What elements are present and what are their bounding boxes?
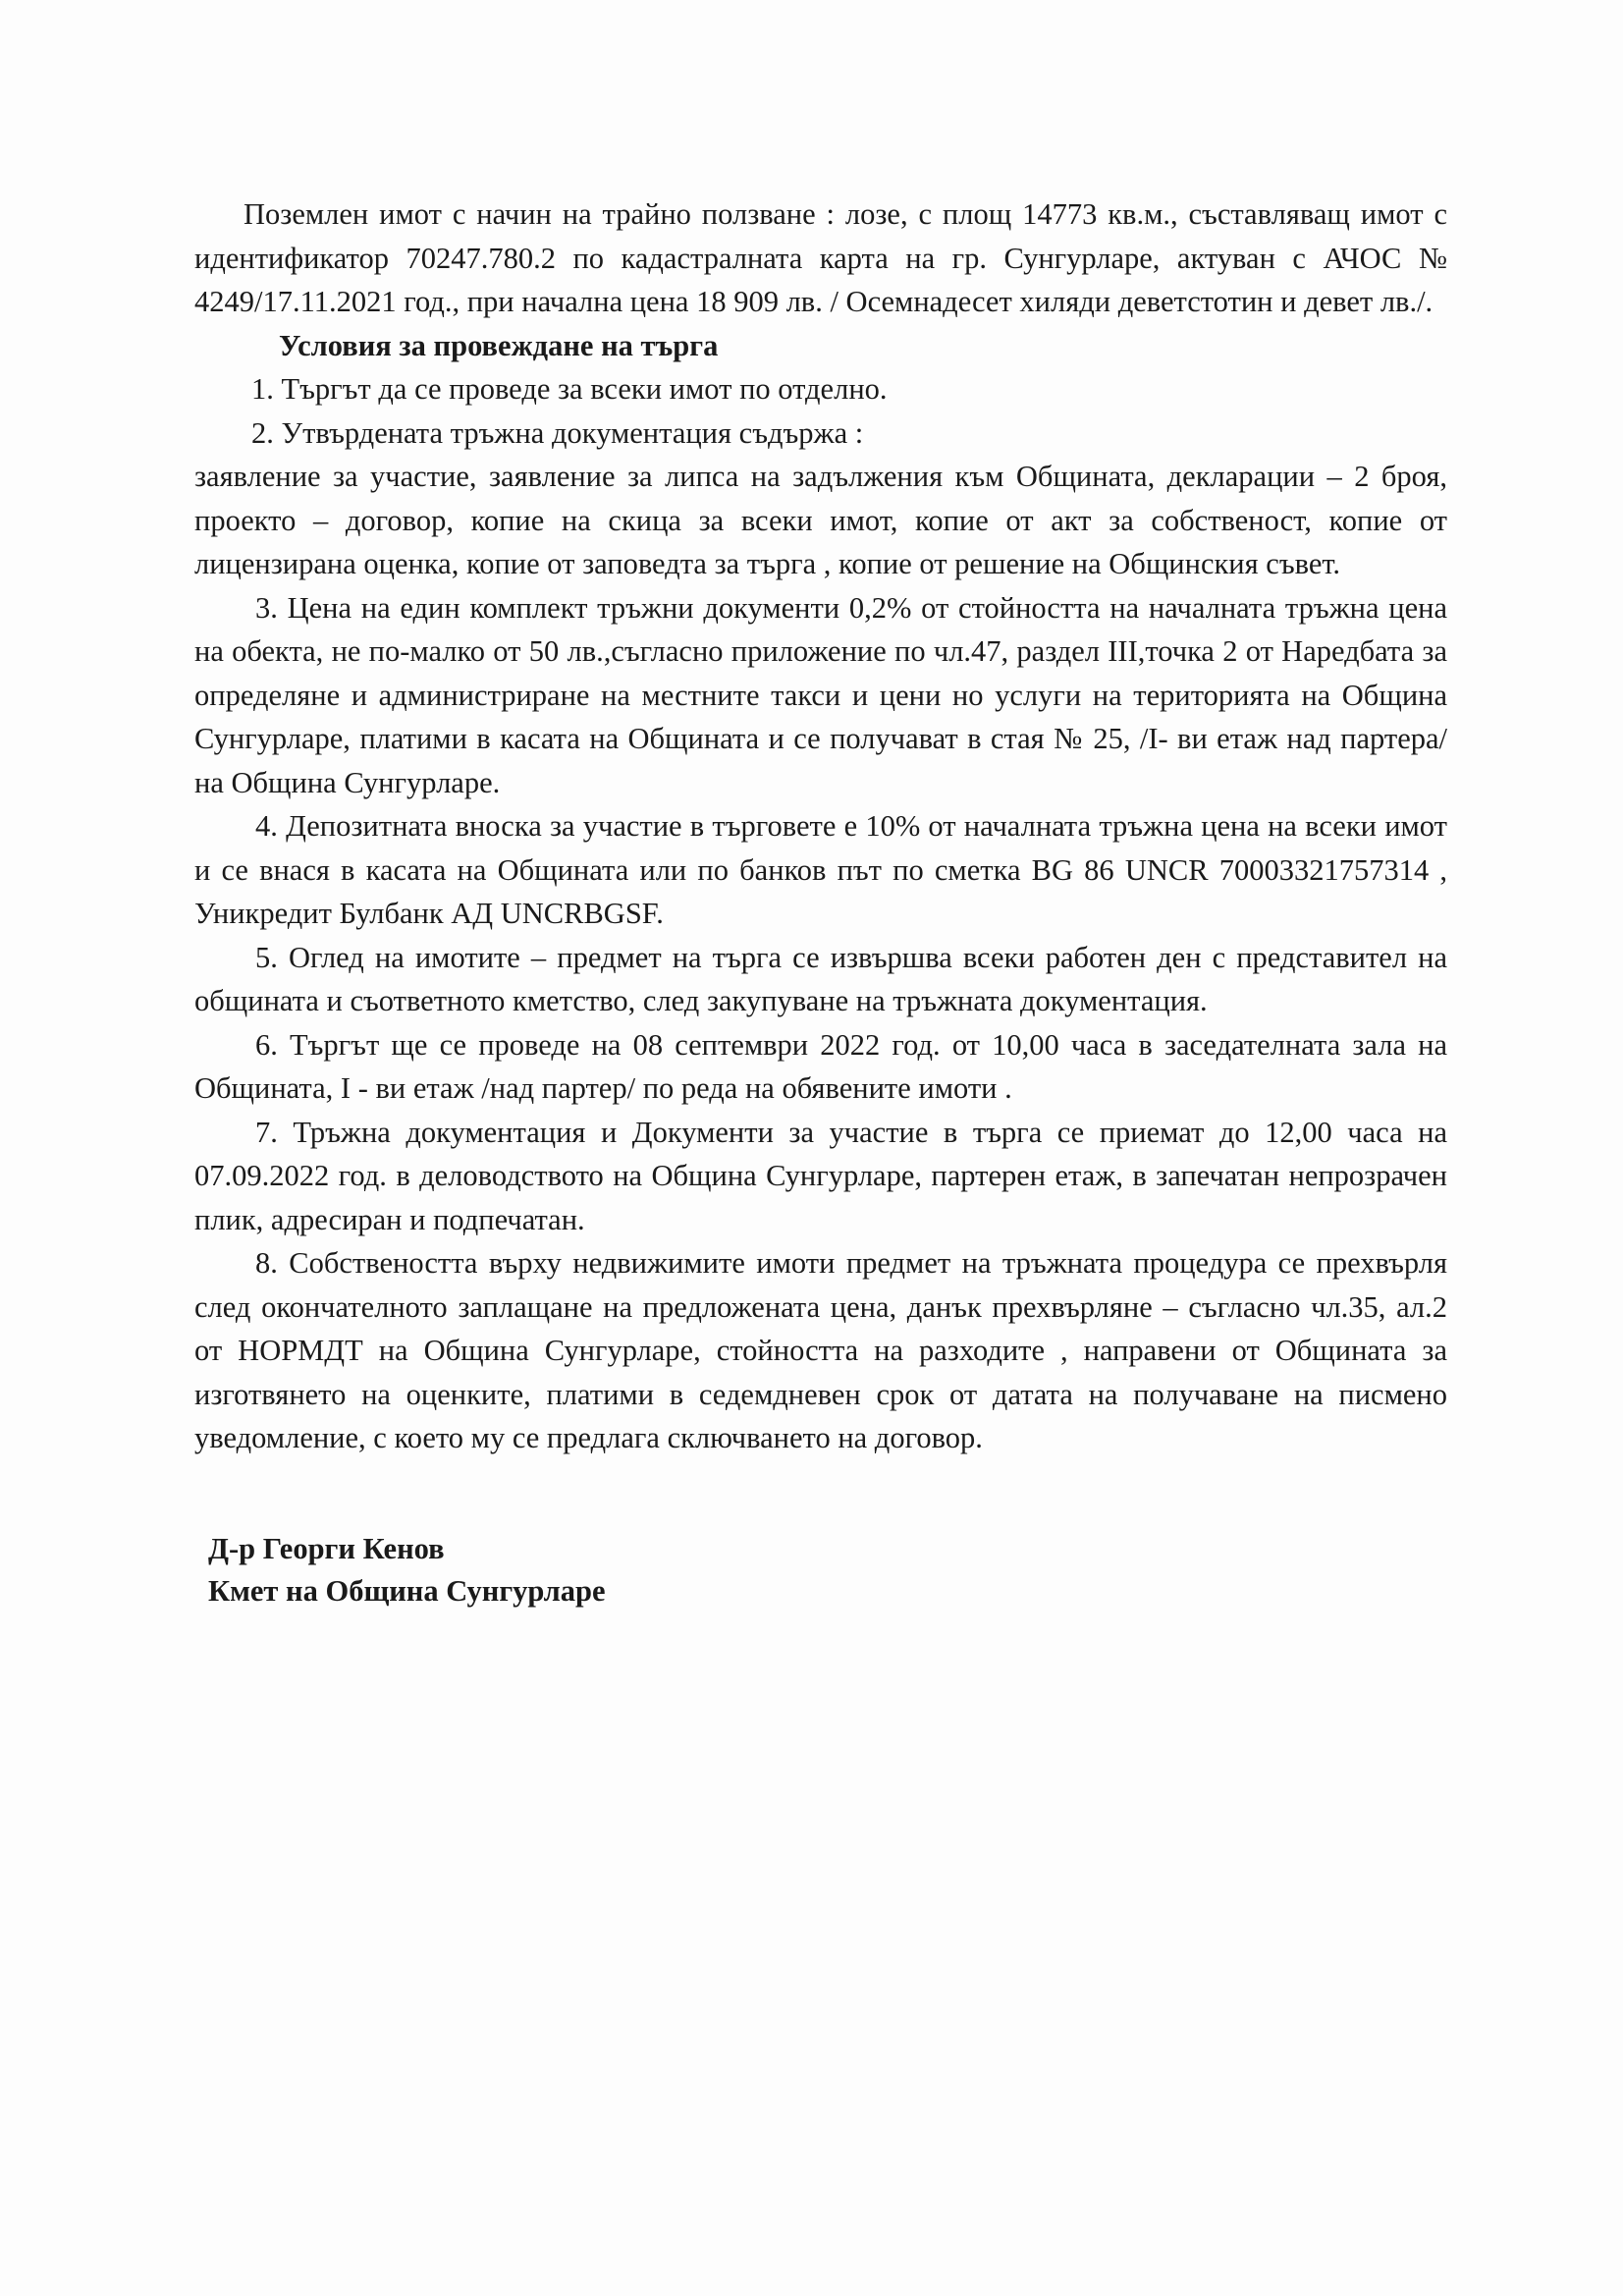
signer-name: Д-р Георги Кенов <box>208 1532 445 1565</box>
condition-item-3: 3. Цена на един комплект тръжни документи 0,2% от стойността на началната тръжна цена на обекта, не по-малко от 50 лв.,съгласно приложение по чл.47, раздел III,точка 2 от Наредбата за определяне и администриране на местните такси и цени но услуги на територията на Община Сунгурларе, платими в касата на Общината и се получават в стая № 25, /I- ви етаж над партера/ на Община Сунгурларе. <box>194 590 1447 799</box>
document-body <box>194 192 1447 1460</box>
signature-block <box>208 1528 605 1613</box>
condition-item-7: 7. Тръжна документация и Документи за участие в търга се приемат до 12,00 часа на 07.09.2022 год. в деловодството на Община Сунгурларе, партерен етаж, в запечатан непрозрачен плик, адресиран и подпечатан. <box>194 1115 1447 1236</box>
condition-item-1: 1. Търгът да се проведе за всеки имот по отделно. <box>251 372 888 406</box>
condition-item-2-detail: заявление за участие, заявление за липса на задължения към Общината, декларации – 2 броя, проекто – договор, копие на скица за всеки имот, копие от акт за собственост, копие от лицензирана оценка, копие от заповедта за търга , копие от решение на Общинския съвет. <box>194 460 1447 580</box>
condition-item-5: 5. Оглед на имотите – предмет на търга се извършва всеки работен ден с представител на общината и съответното кметство, след закупуване на тръжната документация. <box>194 940 1447 1017</box>
condition-item-4: 4. Депозитната вноска за участие в търговете е 10% от началната тръжна цена на всеки имот и се внася в касата на Общината или по банков път по сметка BG 86 UNCR 70003321757314 , Уникредит Булбанк АД UNCRBGSF. <box>194 809 1447 930</box>
conditions-heading: Условия за провеждане на търга <box>279 328 719 362</box>
property-description: Поземлен имот с начин на трайно ползване : лозе, с площ 14773 кв.м., съставляващ имот с идентификатор 70247.780.2 по кадастралната карта на гр. Сунгурларе, актуван с АЧОС № 4249/17.11.2021 год., при начална цена 18 909 лв. / Осемнадесет хиляди деветстотин и девет лв./. <box>194 197 1447 318</box>
condition-item-8: 8. Собствеността върху недвижимите имоти предмет на тръжната процедура се прехвърля след окончателното заплащане на предложената цена, данък прехвърляне – съгласно чл.35, ал.2 от НОРМДТ на Община Сунгурларе, стойността на разходите , направени от Общината за изготвянето на оценките, платими в седемдневен срок от датата на получаване на писмено уведомление, с което му се предлага сключването на договор. <box>194 1246 1447 1454</box>
signer-title: Кмет на Община Сунгурларе <box>208 1574 606 1608</box>
condition-item-6: 6. Търгът ще се проведе на 08 септември 2022 год. от 10,00 часа в заседателната зала на Общината, I - ви етаж /над партер/ по реда на обявените имоти . <box>194 1027 1447 1105</box>
condition-item-2: 2. Утвърдената тръжна документация съдържа : <box>251 415 864 450</box>
